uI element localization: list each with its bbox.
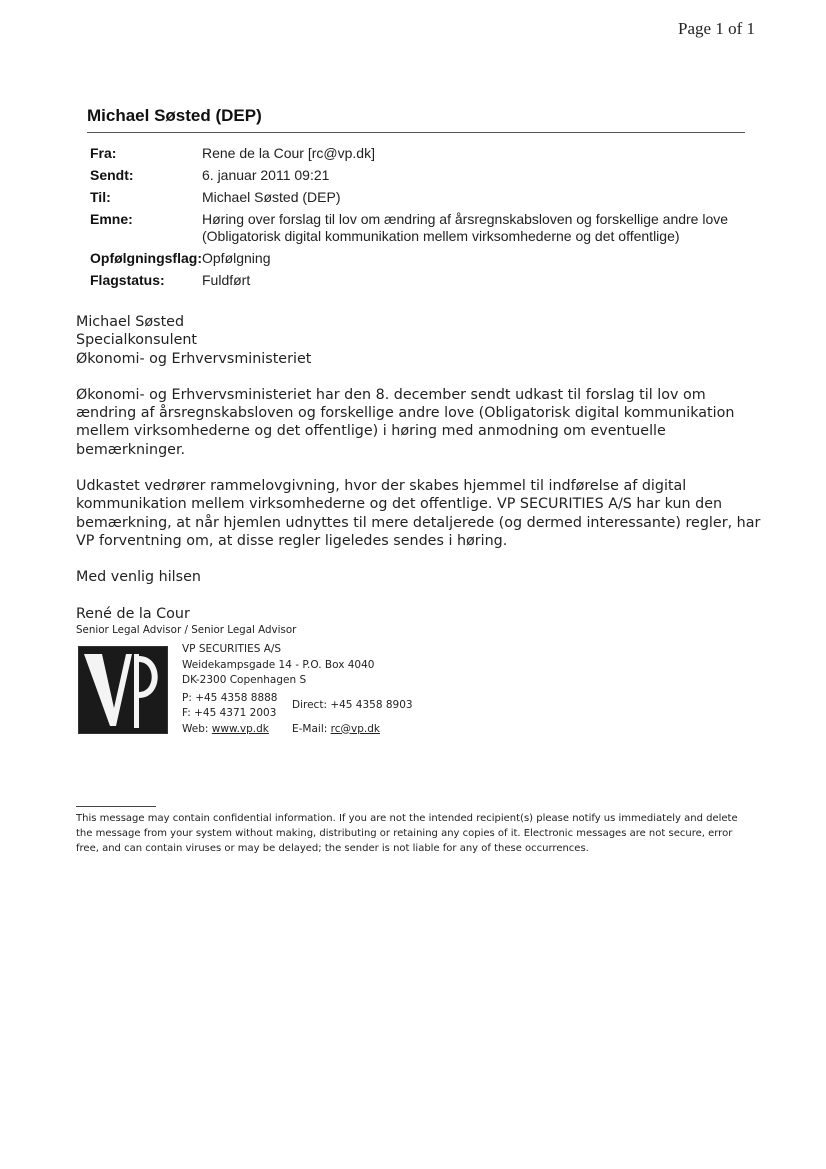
company-name: VP SECURITIES A/S <box>182 643 282 655</box>
company-info <box>182 642 442 737</box>
header-value-followup-flag: Opfølgning <box>202 250 271 266</box>
company-direct: Direct: +45 4358 8903 <box>292 698 413 711</box>
email-link[interactable]: rc@vp.dk <box>330 722 380 735</box>
company-address-2: DK-2300 Copenhagen S <box>182 674 307 686</box>
header-label: Flagstatus: <box>90 272 165 288</box>
email-header-table <box>90 145 750 294</box>
closing: Med venlig hilsen <box>76 569 201 586</box>
company-phone: P: +45 4358 8888 <box>182 691 278 704</box>
header-row-flag-status <box>90 272 750 289</box>
header-label: Til: <box>90 189 111 205</box>
sender-name: René de la Cour <box>76 605 190 622</box>
company-web-row <box>182 722 442 738</box>
company-phone-row <box>182 691 442 722</box>
header-value-to: Michael Søsted (DEP) <box>202 189 341 205</box>
header-value-flag-status: Fuldført <box>202 272 251 288</box>
email-body <box>76 313 766 637</box>
header-row-from <box>90 145 750 162</box>
recipient-name: Michael Søsted <box>76 314 185 330</box>
header-row-subject <box>90 211 750 245</box>
header-value-from: Rene de la Cour [rc@vp.dk] <box>202 145 375 161</box>
vp-logo <box>78 646 168 734</box>
body-paragraph-1: Økonomi- og Erhvervsministeriet har den 8. december sendt udkast til forslag til lov om ændring af årsregnskabsloven og forskellige andre love (Obligatorisk digital kommunikation mellem virksomhederne og det offentlige) i høring med anmodning om eventuelle bemærkninger. <box>76 386 735 458</box>
body-paragraph-2: Udkastet vedrører rammelovgivning, hvor der skabes hjemmel til indførelse af digital kommunikation mellem virksomhederne og det offentlige. VP SECURITIES A/S har kun den bemærkning, at når hjemlen udnyttes til mere detaljerede (og dermed interessante) regler, har VP forventning om, at disse regler ligeledes sendes i høring. <box>76 478 761 549</box>
header-row-sent <box>90 167 750 184</box>
company-address-1: Weidekampsgade 14 - P.O. Box 4040 <box>182 658 375 671</box>
email-label: E-Mail: <box>292 722 328 735</box>
disclaimer-divider <box>76 806 156 807</box>
header-value-sent: 6. januar 2011 09:21 <box>202 167 330 183</box>
web-link[interactable]: www.vp.dk <box>211 722 269 735</box>
disclaimer: This message may contain confidential information. If you are not the intended recipient(s) please notify us immediately and delete the message from your system without making, distributing or retaining any copies of it. Electronic messages are not secure, error free, and can contain viruses or may be delayed; the sender is not liable for any of these occurrences. <box>76 813 738 854</box>
header-label: Emne: <box>90 211 133 227</box>
recipient-org: Økonomi- og Erhvervsministeriet <box>76 350 312 367</box>
company-fax: F: +45 4371 2003 <box>182 707 277 719</box>
header-label: Opfølgningsflag: <box>90 250 202 266</box>
recipient-title: Specialkonsulent <box>76 332 198 349</box>
title-divider <box>87 132 745 133</box>
header-row-to <box>90 189 750 206</box>
page-number: Page 1 of 1 <box>678 19 755 38</box>
sender-title: Senior Legal Advisor / Senior Legal Advisor <box>76 623 297 636</box>
header-label: Fra: <box>90 145 117 161</box>
web-label: Web: <box>182 722 209 735</box>
header-row-followup-flag <box>90 250 750 267</box>
header-label: Sendt: <box>90 167 134 183</box>
header-value-subject: Høring over forslag til lov om ændring af årsregnskabsloven og forskellige andre love (Obligatorisk digital kommunikation mellem virksomhederne og det offentlige) <box>202 211 729 244</box>
email-title: Michael Søsted (DEP) <box>87 106 262 125</box>
